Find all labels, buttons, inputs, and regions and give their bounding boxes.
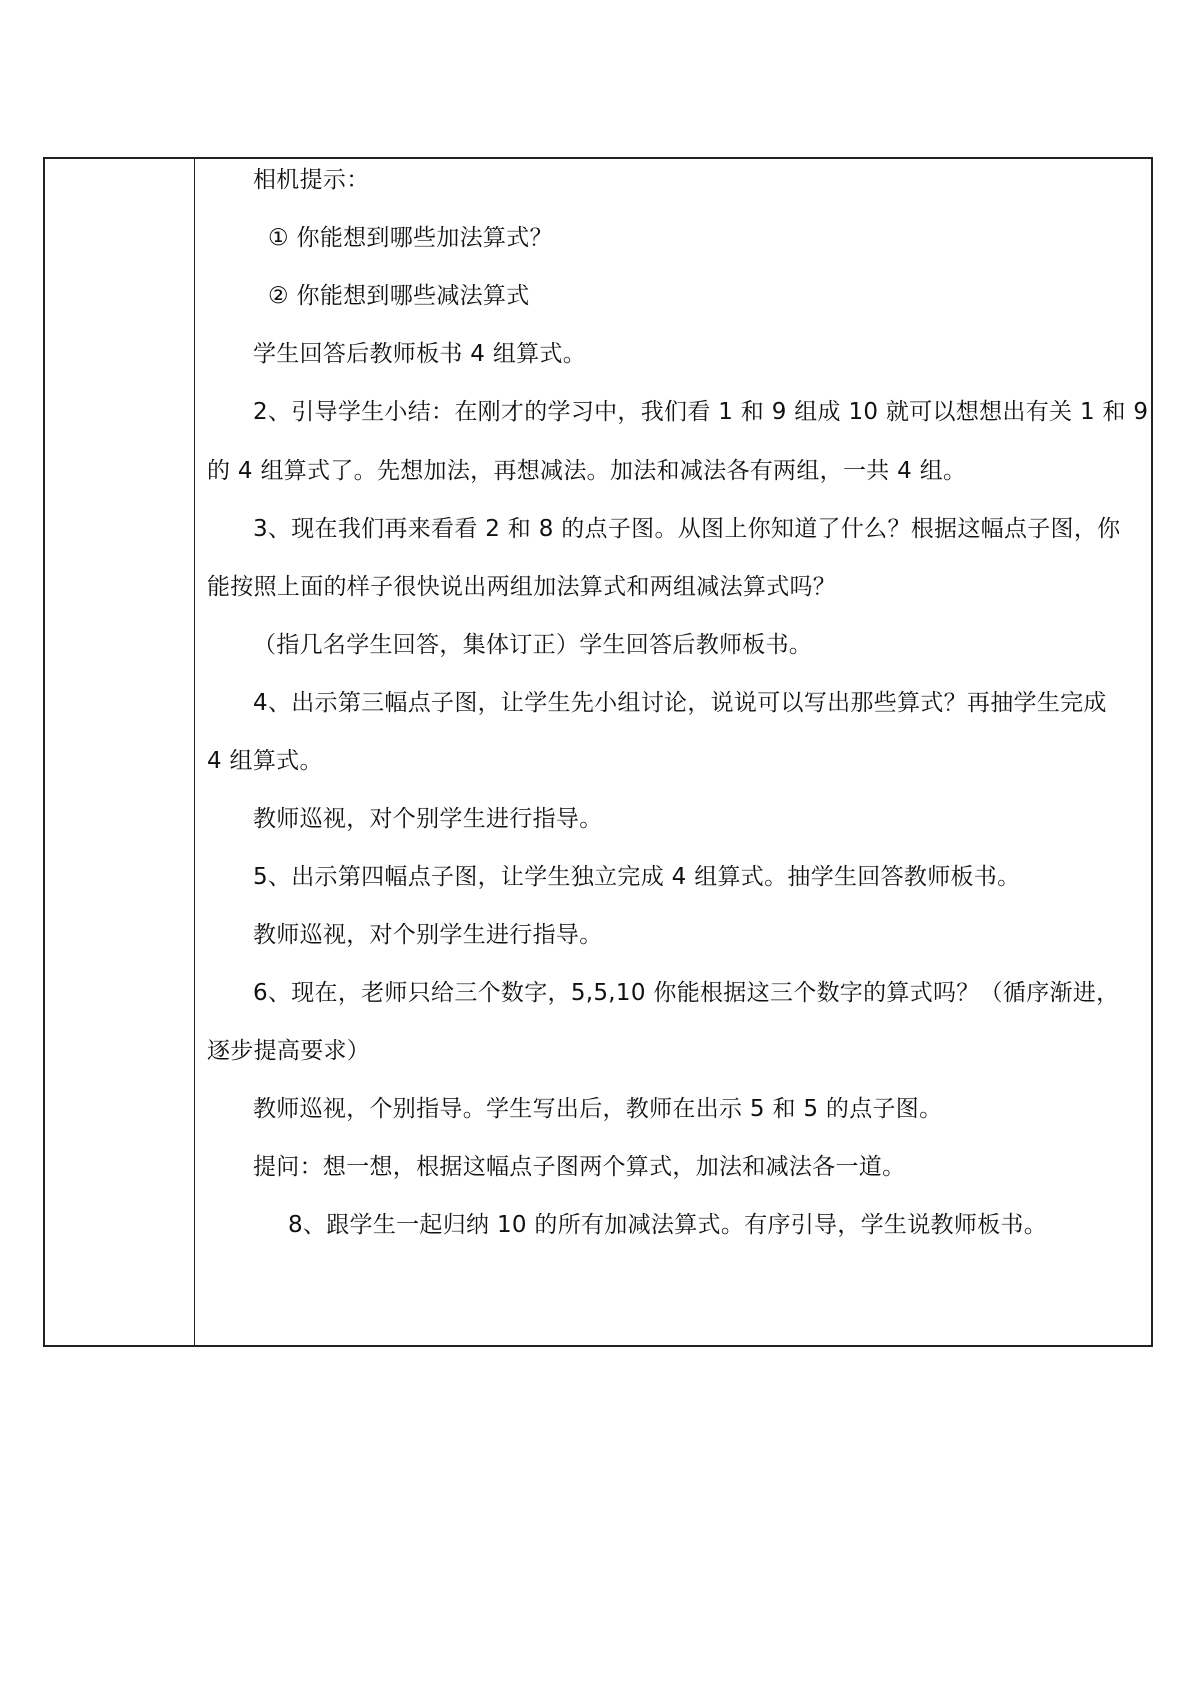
text-line: 6、现在，老师只给三个数字，5,5,10 你能根据这三个数字的算式吗？（循序渐进， [253, 980, 1120, 1006]
text-line: 能按照上面的样子很快说出两组加法算式和两组减法算式吗？ [207, 574, 837, 600]
table-content-cell [195, 159, 1151, 1345]
text-line: 5、出示第四幅点子图，让学生独立完成 4 组算式。抽学生回答教师板书。 [253, 864, 1021, 890]
text-line: 3、现在我们再来看看 2 和 8 的点子图。从图上你知道了什么？根据这幅点子图，你 [253, 516, 1121, 542]
lesson-plan-table [43, 157, 1153, 1347]
text-line: 提问：想一想，根据这幅点子图两个算式，加法和减法各一道。 [253, 1154, 906, 1180]
text-line: 8、跟学生一起归纳 10 的所有加减法算式。有序引导，学生说教师板书。 [288, 1212, 1048, 1238]
text-line: 4、出示第三幅点子图，让学生先小组讨论，说说可以写出那些算式？再抽学生完成 [253, 690, 1107, 716]
text-line: 教师巡视，对个别学生进行指导。 [253, 806, 603, 832]
text-line: 4 组算式。 [207, 748, 323, 774]
table-left-cell [45, 159, 195, 1345]
text-line: 2、引导学生小结：在刚才的学习中，我们看 1 和 9 组成 10 就可以想想出有关 1 和 9 [253, 399, 1149, 425]
text-line: 逐步提高要求） [207, 1038, 371, 1064]
text-line: 教师巡视，个别指导。学生写出后，教师在出示 5 和 5 的点子图。 [253, 1096, 943, 1122]
text-line: （指几名学生回答，集体订正）学生回答后教师板书。 [253, 632, 813, 658]
text-line: ① 你能想到哪些加法算式？ [268, 225, 553, 251]
text-line: ② 你能想到哪些减法算式 [268, 283, 530, 309]
text-line: 教师巡视，对个别学生进行指导。 [253, 922, 603, 948]
text-line: 学生回答后教师板书 4 组算式。 [253, 341, 587, 367]
text-line: 相机提示： [253, 167, 370, 193]
text-line: 的 4 组算式了。先想加法，再想减法。加法和减法各有两组，一共 4 组。 [207, 458, 967, 484]
